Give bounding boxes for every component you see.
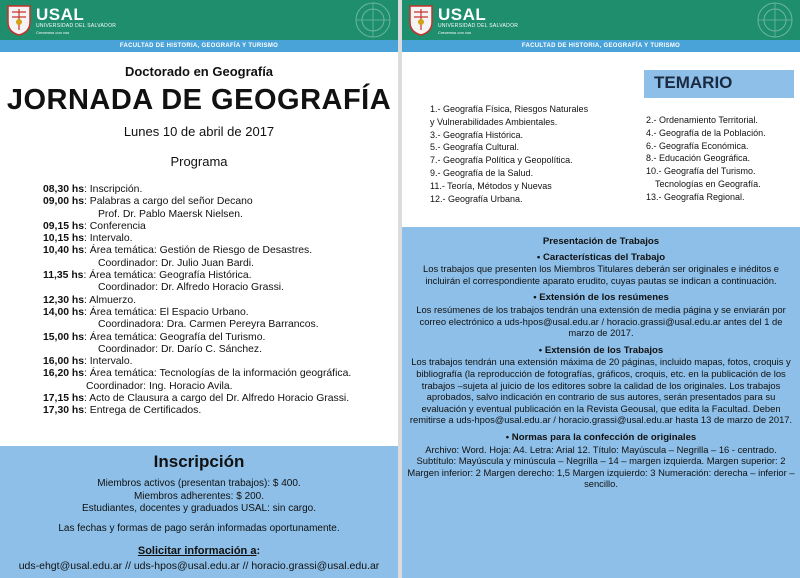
schedule-item: [43, 270, 351, 282]
topic-item: 1.- Geografía Física, Riesgos Naturales: [430, 104, 589, 114]
schedule-text: : Almuerzo.: [84, 294, 136, 306]
section-text: Los trabajos que presenten los Miembros Titulares deberán ser originales e inéditos e incluirán el correspondiente aparato erudito, cuyas pautas se indican a continuación.: [423, 263, 779, 286]
topic-item: Tecnologías en Geografía.: [655, 178, 761, 189]
inscripcion-title: Inscripción: [153, 452, 245, 471]
faculty-bar: FACULTAD DE HISTORIA, GEOGRAFÍA Y TURISMO: [402, 40, 800, 52]
topics-column-left: [430, 103, 588, 205]
section-text: Los trabajos tendrán una extensión máxima de 20 páginas, incluido mapas, fotos, croquis y bibliografía (la reproducción de fotografías, gráficos, croquis, etc. en la publicación de los trabajos –sujeta al juicio de los editores sobre la calidad de los originales. Los trabajos aprobados, salvo indicación en contrario de sus autores, serán presentados para su evaluación y eventual publicación en la Revista Geousal, que edita la Facultad. Deben remitirse a uds-hpos@usal.edu.ar / horacio.grassi@usal.edu.ar hasta 13 de marzo de 2017.: [409, 356, 793, 426]
doctorado-heading: Doctorado en Geografía: [124, 64, 274, 79]
event-date: Lunes 10 de abril de 2017: [123, 124, 275, 139]
schedule-text: Coordinadora: Dra. Carmen Pereyra Barrancos.: [98, 319, 319, 331]
programa-heading: Programa: [170, 154, 228, 169]
schedule-list: [43, 184, 351, 418]
topic-item: y Vulnerabilidades Ambientales.: [430, 116, 558, 127]
schedule-item: [43, 344, 351, 356]
schedule-text: : Intervalo.: [84, 233, 133, 245]
brand-tagline: Crecemos con vos: [36, 29, 70, 35]
topic-item: 9.- Geografía de la Salud.: [430, 167, 534, 178]
schedule-text: : Intervalo.: [84, 356, 133, 368]
schedule-item: [43, 209, 351, 221]
section-heading: • Normas para la confección de originales: [505, 431, 697, 443]
brand-name: USAL: [36, 4, 85, 24]
schedule-time: 12,30 hs: [43, 294, 85, 306]
topic-item: 2.- Ordenamiento Territorial.: [646, 115, 758, 125]
schedule-time: 17,15 hs: [43, 393, 85, 405]
topic-item: 6.- Geografía Económica.: [646, 140, 749, 151]
topic-item: 7.- Geografía Política y Geopolítica.: [430, 155, 573, 166]
schedule-item: [43, 368, 351, 380]
schedule-item: [43, 356, 351, 368]
schedule-item: [43, 233, 351, 245]
schedule-text: : Palabras a cargo del señor Decano: [84, 196, 253, 208]
topic-item: 8.- Educación Geográfica.: [646, 153, 751, 164]
schedule-text: Coordinador: Dr. Julio Juan Bardi.: [98, 257, 254, 269]
brand-tagline: Crecemos con vos: [438, 29, 472, 35]
schedule-text: : Entrega de Certificados.: [84, 405, 202, 417]
event-title: JORNADA DE GEOGRAFÍA: [6, 84, 392, 116]
usal-logo: [6, 2, 116, 38]
schedule-time: 08,30 hs: [43, 184, 85, 195]
usal-logo: [408, 2, 518, 38]
header-banner: [0, 0, 398, 40]
schedule-item: [43, 307, 351, 319]
schedule-item: [43, 221, 351, 233]
solicit-colon: :: [256, 545, 261, 557]
crest-icon: [6, 4, 32, 36]
schedule-time: 16,20 hs: [43, 368, 85, 380]
crest-watermark-icon: [730, 0, 800, 40]
schedule-item: [43, 319, 351, 331]
schedule-item: [43, 282, 351, 294]
solicit-label: Solicitar información a: [137, 545, 257, 557]
university-name: UNIVERSIDAD DEL SALVADOR: [438, 22, 519, 29]
schedule-text: Prof. Dr. Pablo Maersk Nielsen.: [98, 208, 243, 220]
schedule-item: [43, 381, 351, 393]
header-banner: [402, 0, 800, 40]
schedule-item: [43, 393, 351, 405]
schedule-text: : Área temática: El Espacio Urbano.: [84, 306, 249, 318]
schedule-text: : Área temática: Tecnologías de la información geográfica.: [84, 368, 352, 380]
university-name: UNIVERSIDAD DEL SALVADOR: [36, 22, 117, 29]
topic-item: 5.- Geografía Cultural.: [430, 142, 520, 153]
section-text: Archivo: Word. Hoja: A4. Letra: Arial 12. Título: Mayúscula – Negrilla – 16 - centrado. Subtítulo: Mayúscula y minúscula – Negrilla – 14 – margen izquierda. Margen superior: 2 Margen inferior: 2 Margen derecho: 1,5 Margen izquierdo: 3 Numeración: derecha – inferior – sencillo.: [407, 443, 795, 490]
schedule-text: : Área temática: Geografía del Turismo.: [84, 331, 266, 343]
solicit-heading: [0, 545, 398, 557]
fee-line: Miembros adherentes: $ 200.: [133, 490, 265, 502]
brand-name: USAL: [438, 4, 487, 24]
schedule-text: : Conferencia: [84, 220, 146, 232]
topic-item: 11.- Teoría, Métodos y Nuevas: [430, 180, 552, 191]
schedule-time: 10,15 hs: [43, 233, 85, 245]
temario-title: TEMARIO: [654, 73, 733, 92]
schedule-item: [43, 245, 351, 257]
schedule-text: : Acto de Clausura a cargo del Dr. Alfredo Horacio Grassi.: [84, 393, 350, 405]
crest-watermark-icon: [328, 0, 398, 40]
schedule-time: 09,15 hs: [43, 220, 85, 232]
topic-item: 13.- Geografía Regional.: [646, 191, 745, 202]
schedule-text: Coordinador: Ing. Horacio Avila.: [86, 380, 233, 392]
topic-item: 12.- Geografía Urbana.: [430, 193, 523, 204]
section-heading: • Extensión de los Trabajos: [538, 344, 664, 356]
topic-item: 3.- Geografía Histórica.: [430, 129, 524, 140]
presentacion-section: [406, 236, 796, 490]
schedule-time: 17,30 hs: [43, 405, 85, 417]
schedule-item: [43, 405, 351, 417]
contact-emails[interactable]: uds-ehgt@usal.edu.ar // uds-hpos@usal.edu.ar // horacio.grassi@usal.edu.ar: [18, 560, 380, 572]
schedule-item: [43, 196, 351, 208]
inscripcion-fees: [0, 478, 398, 516]
temario-page: [402, 0, 800, 578]
topic-item: 4.- Geografía de la Población.: [646, 127, 766, 138]
schedule-time: 16,00 hs: [43, 356, 85, 368]
schedule-item: [43, 332, 351, 344]
schedule-text: : Área temática: Geografía Histórica.: [83, 270, 252, 282]
schedule-time: 15,00 hs: [43, 331, 85, 343]
program-page: [0, 0, 398, 578]
topic-item: 10.- Geografía del Turismo.: [646, 166, 756, 177]
presentacion-title: Presentación de Trabajos: [542, 236, 660, 247]
schedule-time: 14,00 hs: [43, 306, 85, 318]
schedule-text: Coordinador: Dr. Alfredo Horacio Grassi.: [98, 282, 284, 294]
section-heading: • Extensión de los resúmenes: [533, 292, 669, 304]
schedule-item: [43, 295, 351, 307]
schedule-text: Coordinador: Dr. Darío C. Sánchez.: [98, 343, 263, 355]
payment-note: Las fechas y formas de pago serán informadas oportunamente.: [58, 523, 340, 534]
crest-icon: [408, 4, 434, 36]
schedule-item: [43, 184, 351, 196]
schedule-text: : Inscripción.: [84, 184, 143, 195]
schedule-item: [43, 258, 351, 270]
schedule-time: 10,40 hs: [43, 245, 85, 257]
section-heading: • Características del Trabajo: [536, 251, 666, 263]
fee-line: Estudiantes, docentes y graduados USAL: sin cargo.: [81, 503, 317, 514]
schedule-text: : Área temática: Gestión de Riesgo de Desastres.: [84, 245, 313, 257]
schedule-time: 11,35 hs: [43, 270, 84, 282]
topics-column-right: [646, 114, 766, 204]
schedule-time: 09,00 hs: [43, 196, 85, 208]
faculty-bar: FACULTAD DE HISTORIA, GEOGRAFÍA Y TURISMO: [0, 40, 398, 52]
fee-line: Miembros activos (presentan trabajos): $ 400.: [97, 478, 301, 489]
section-text: Los resúmenes de los trabajos tendrán una extensión de media página y se enviarán por correo electrónico a uds-hpos@usal.edu.ar / horacio.grassi@usal.edu.ar antes del 1 de marzo de 2017.: [416, 303, 786, 339]
